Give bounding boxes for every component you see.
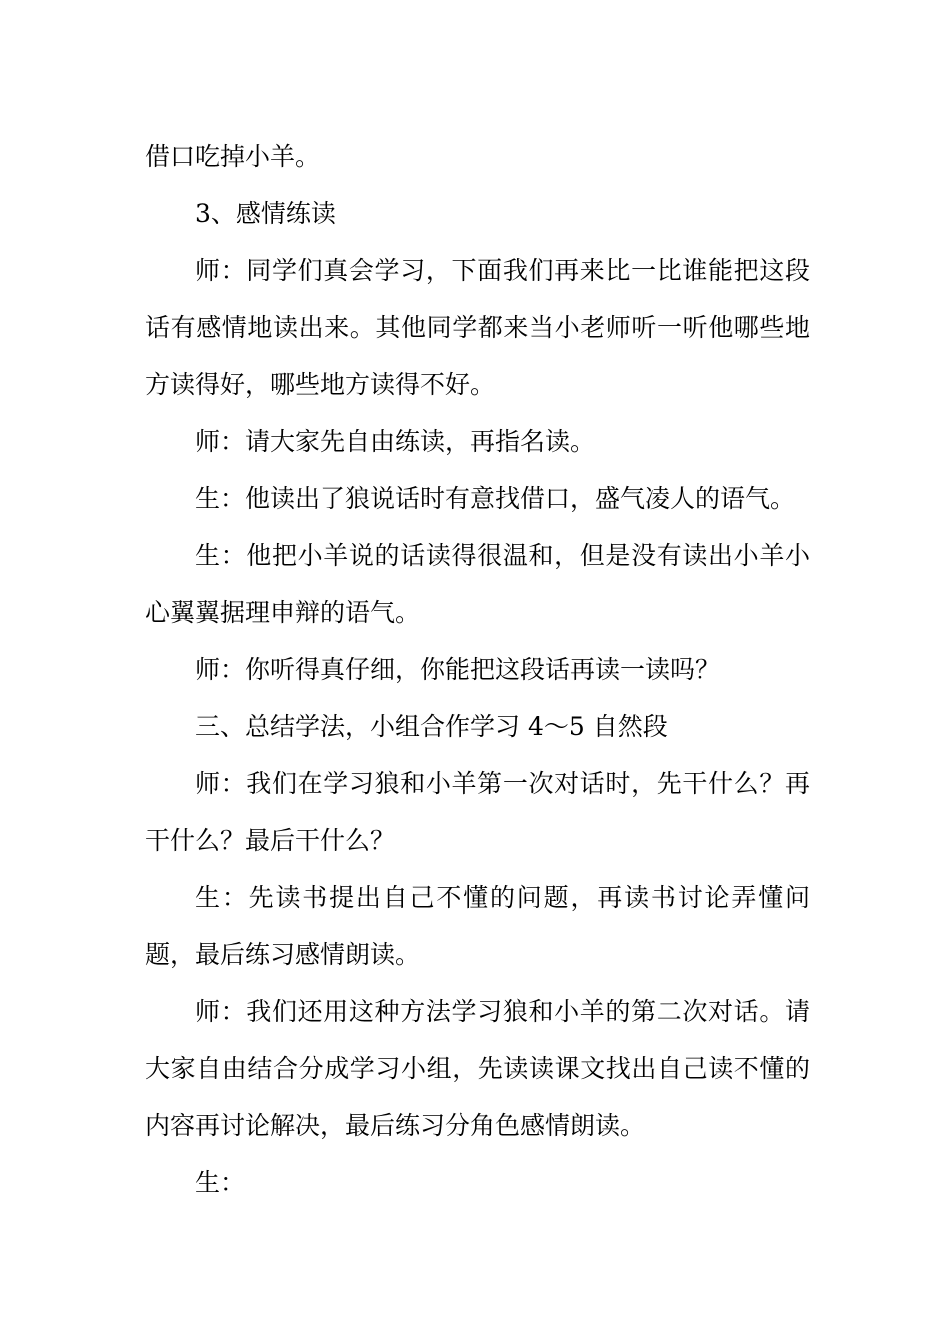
- paragraph-teacher-3: 师：你听得真仔细，你能把这段话再读一读吗？: [195, 655, 721, 684]
- paragraph-student-2: 生：他把小羊说的话读得很温和，但是没有读出小羊小心翼翼据理申辩的语气。: [145, 541, 810, 627]
- paragraph-teacher-4: 师：我们在学习狼和小羊第一次对话时，先干什么？再干什么？最后干什么？: [145, 769, 810, 855]
- document-body: [145, 128, 810, 1211]
- paragraph-student-1: 生：他读出了狼说话时有意找借口，盛气凌人的语气。: [195, 484, 796, 513]
- paragraph-teacher-2: 师：请大家先自由练读，再指名读。: [195, 427, 596, 456]
- paragraph-teacher-5: 师：我们还用这种方法学习狼和小羊的第二次对话。请大家自由结合分成学习小组，先读读课文找出自己读不懂的内容再讨论解决，最后练习分角色感情朗读。: [145, 997, 810, 1140]
- paragraph-student-3: 生：先读书提出自己不懂的问题，再读书讨论弄懂问题，最后练习感情朗读。: [145, 883, 810, 969]
- paragraph-teacher-1: 师：同学们真会学习，下面我们再来比一比谁能把这段话有感情地读出来。其他同学都来当小老师听一听他哪些地方读得好，哪些地方读得不好。: [145, 256, 810, 399]
- section-heading-summary: 三、总结学法，小组合作学习 4～5 自然段: [195, 712, 668, 741]
- section-heading-emotional-reading: 3、感情练读: [195, 199, 336, 228]
- paragraph-student-4: 生：: [195, 1168, 246, 1197]
- paragraph-continuation: 借口吃掉小羊。: [145, 142, 321, 171]
